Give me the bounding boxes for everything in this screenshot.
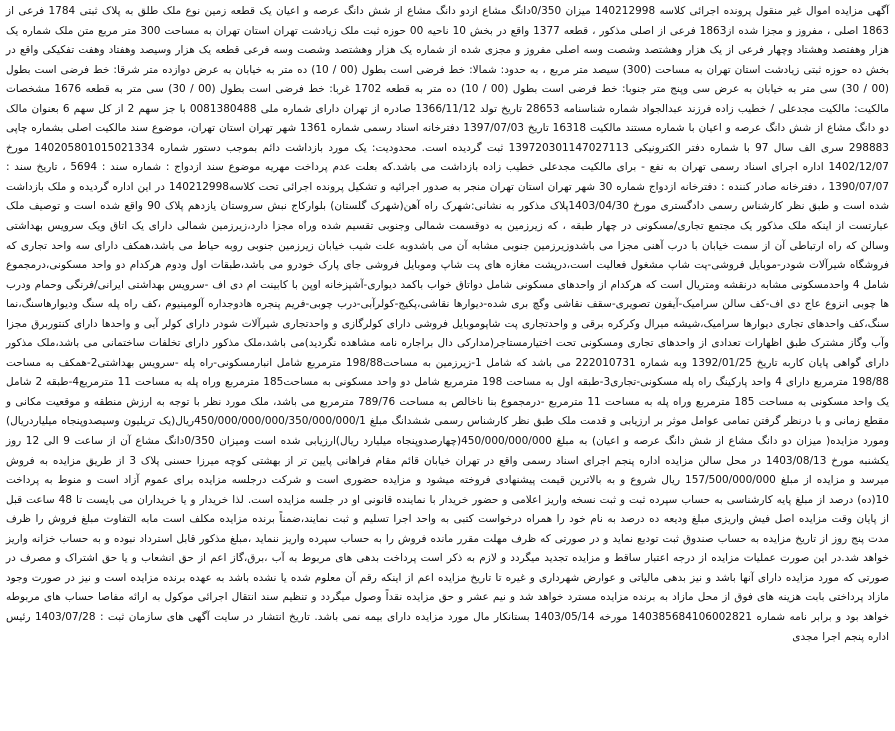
notice-body-text: آگهی مزایده اموال غیر منقول پرونده اجرائی کلاسه 140212998 میزان 0/350دانگ مشاع ازدو دانگ مشاع از شش دانگ عرصه و اعیان یک قطعه زمین نوع ملک طلق به پلاک ثبتی 1784 فرعی از 1863 اصلی ، مفروز و مجزا شده از1863 فرعی از اصلی مذکور ، قطعه 1377 واقع در بخش 10 ناحیه 00 حوزه ثبت ملک زیادشت تهران استان تهران به مساحت 300 متر مربع متن ملک شماره یک هزار وهفتصد وهشتاد وچهار فرعی از یک هزار وهشتصد وشصت وسه اصلی مفروز و مجزی شده از شماره یک هزار وهشتصد وشصت وسه فرعی قطعه یک هزار وسیصد وهفتاد وهفت تفکیکی واقع در بخش ده حوزه ثبتی زیادشت استان تهران به مساحت (300) سیصد متر مربع ، به حدود: شمالا: خط فرضی است بطول (00 / 10) ده متر به خیابان به عرض دوازده متر شرقا: خط فرضی است بطول (00 / 30) سی متر به خیابان به عرض سی وپنج متر جنوبا: خط فرضی است بطول (00 / 10) ده متر به قطعه 1702 غربا: خط فرضی است بطول (00 / 30) سی متر به قطعه 1676 مشخصات مالکیت: مالکیت مجدعلی / خطیب زاده فرزند عبدالجواد شماره شناسنامه 28653 تاریخ تولد 1366/11/12 صادره از تهران دارای شماره ملی 0081380488 با جز سهم 2 از کل سهم 6 بعنوان مالک دو دانگ مشاع از شش دانگ عرصه و اعیان با شماره مستند مالکیت 16318 تاریخ 1397/07/03 دفترخانه اسناد رسمی شماره 1361 شهر تهران استان تهران، موضوع سند مالکیت اصلی بشماره چاپی 298883 سری الف سال 97 با شماره دفتر الکترونیکی 139720301147027113 ثبت گردیده است. محدودیت: یک مورد بازداشت دائم بموجب دستور شماره 140205801015021334 مورخ 1402/12/07 اداره اجرای اسناد رسمی تهران به نفع - برای مالکیت مجدعلی خطیب زاده بازداشت می باشد.که بعلت عدم پرداخت مهریه موضوع سند ازدواج : شماره سند : 5694 ، تاریخ سند : 1390/07/07 ، دفترخانه صادر کننده : دفترخانه ازدواج شماره 30 شهر تهران استان تهران منجر به صدور اجرائیه و تشکیل پرونده اجرائی تحت کلاسه140212998 در این اداره گردیده و ملک بازداشت شده است و طبق نظر کارشناس رسمی دادگستری مورخ 1403/04/30پلاک مذکور به نشانی:شهرک راه آهن(شهرک گلستان) بلوارکاج نبش سروستان یازدهم پلاک 90 واقع شده است و توصیف ملک عبارتست از اینکه ملک مذکور یک مجتمع تجاری/مسکونی در چهار طبقه ، که زیرزمین به دوقسمت شمالی وجنوبی تقسیم شده وراه مجزا دارد،زیرزمین شمالی دارای یک اتاق ویک سرویس بهداشتی وسالن که راه ارتباطی آن از سمت خیابان با درب آهنی مجزا می باشدوزیرزمین جنوبی مشابه آن می باشدوبه علت شیب خیابان زیرزمین جنوبی روبه حیاط می باشد،همکف دارای سه واحد تجاری که فروشگاه شیرآلات شودر-موبایل فروشی-پت شاپ مشغول فعالیت است،درپشت مغازه های پت شاپ وموبایل فروشی جای پارک خودرو می باشد،طبقات اول ودوم هرکدام دو واحد مسکونی،درمجموع شامل 4 واحدمسکونی مشابه درنقشه ومتریال است که هرکدام از واحدهای مسکونی شامل دواتاق خواب باکمد دیواری-آشپزخانه اوپن با کابینت ام دی اف -سرویس بهداشتی ایرانی/فرنگی وحمام ودرب ها چوبی انزوع عاج دی اف-کف سالن سرامیک-آیفون تصویری-سقف نقاشی وگچ بری شده-دیوارها نقاشی،پکیج-کولرآبی-درب چوبی-فریم پنجره هادوجداره آلومینیوم ،کف راه پله سنگ ودیوارهاسنگ،نما سنگ،کف واحدهای تجاری دیوارها سرامیک،شیشه میرال وکرکره برقی و واحدتجاری پت شاپوموبایل فروشی دارای کولرگازی و واحدتجاری شیرآلات شودر دارای کولر آبی و واحدها دارای کنتوربرق مجزا وآب وگاز مشترک طبق اظهارات تعدادی از واحدهای تجاری ومسکونی تحت اختیارمستاجر(مدارکی دال براجاره نامه مشاهده نگردید)می باشد،ملک مذکور دارای تخلفات ساختمانی می باشد،ملک مذکور دارای گواهی پایان کاربه تاریخ 1392/01/25 وبه شماره 222010731 می باشد که شامل 1-زیرزمین به مساحت198/88 مترمربع شامل انبارمسکونی-راه پله -سرویس بهداشتی2-همکف به مساحت 198/88 مترمربع دارای 4 واحد پارکینگ راه پله مسکونی-تجاری3-طبقه اول به مساحت 198 مترمربع شامل دو واحد مسکونی به مساحت185 مترمربع وراه پله به مساحت 11 مترمربع4-طبقه 2 شامل یک واحد مسکونی به مساحت 185 مترمربع وراه پله به مساحت 11 مترمربع -درمجموع بنا ناخالص به مساحت 789/76 مترمربع می باشد، ملک مورد نظر با توجه به ارزش منطقه و موقعیت مکانی و مقطع زمانی و با درنظر گرفتن تمامی عوامل موثر بر ارزیابی و قدمت ملک طبق نظر کارشناس رسمی ششدانگ مبلغ 450/000/000/000/350/000/000/1ریال(یک تریلیون وسیصدوپنجاه میلیاردریال) ومورد مزایده( میزان دو دانگ مشاع از شش دانگ عرصه و اعیان) به مبلغ 450/000/000/000(چهارصدوپنجاه میلیارد ریال)ارزیابی شده است ومیزان 0/350دانگ مشاع آن از ساعت 9 الی 12 روز یکشنبه مورخ 1403/08/13 در محل سالن مزایده اداره پنجم اجرای اسناد رسمی واقع در تهران خیابان قائم مقام فراهانی پایین تر از بهشتی کوچه میرزا حسنی پلاک 3 از طریق مزایده به فروش میرسد و مزایده از مبلغ 157/500/000/000 ریال شروع و به بالاترین قیمت پیشنهادی فروخته میشود و مزایده حضوری است و شرکت درجلسه مزایده برای عموم آزاد است و منوط به پرداخت 10(ده) درصد از مبلغ پایه کارشناسی به حساب سپرده ثبت و ثبت نسخه واریز اعلامی و حضور خریدار با نماینده قانونی او در جلسه مزایده است. لذا خریدار و یا خریداران می بایست تا 48 ساعت قبل از پایان وقت مزایده اصل فیش واریزی مبلغ ودیعه ده درصد به نام خود را همراه درخواست کتبی به واحد اجرا تسلیم و ثبت نمایند،ضمناً برنده مزایده مکلف است مابه التفاوت مبلغ فروش را ظرف مدت پنج روز از تاریخ مزایده به حساب صندوق ثبت تودیع نماید و در صورتی که ظرف مهلت مقرر مانده فروش را به حساب سپرده واریز ننماید ،مبلغ مذکور قابل استرداد نبوده و به حساب خزانه واریز خواهد شد.در این صورت عملیات مزایده از درجه اعتبار ساقط و مزایده تجدید میگردد و لازم به ذکر است پرداخت بدهی های مربوط به آب ،برق،گاز اعم از حق انشعاب و یا حق اشتراک و مصرف در صورتی که مورد مزایده دارای آنها باشد و نیز بدهی مالیاتی و عوارض شهرداری و غیره تا تاریخ مزایده اعم از اینکه رقم آن معلوم شده یا نشده باشد به عهده برنده مزایده است و نیز در صورت وجود مازاد پرداختی بابت هزینه های فوق از محل مازاد به برنده مزایده مسترد خواهد شد و نیم عشر و حق مزایده نقداً وصول میگردد و تنظیم سند انتقال اجرائی موکول به ارائه مفاصا حساب های مربوطه خواهد بود و برابر نامه شماره 140385684106002821 مورخه 1403/05/14 بستانکار مال مورد مزایده دارای بیمه نمی باشد. تاریخ انتشار در سایت آگهی های سازمان ثبت : 1403/07/28 رئیس اداره پنجم اجرا مجدی [6, 5, 890, 643]
